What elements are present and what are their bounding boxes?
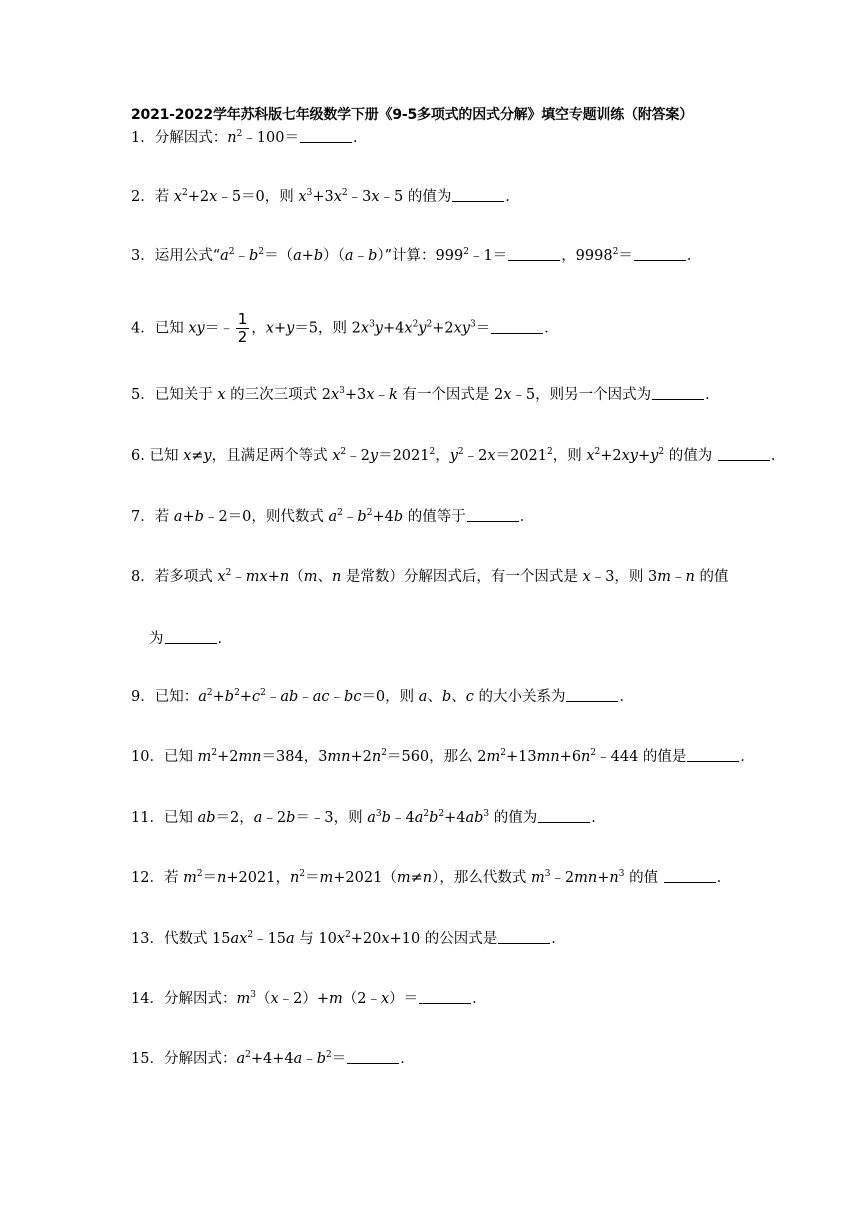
exponent: 2: [438, 809, 445, 819]
exponent: 3: [339, 386, 345, 396]
exponent: 2: [423, 809, 430, 819]
fraction: [236, 312, 250, 345]
question-2: [131, 187, 520, 207]
question-text: 6. 已知: [131, 448, 184, 464]
math-variable: n: [279, 569, 290, 585]
question-text: 的三次三项式 2: [225, 387, 331, 403]
math-variable: n: [217, 870, 227, 886]
exponent: 2: [463, 247, 469, 257]
question-text: ＝: [618, 248, 633, 264]
question-text: ﹣3: [347, 189, 372, 205]
question-text: 的值: [694, 569, 729, 585]
math-variable: mn: [574, 870, 598, 886]
math-variable: b: [393, 509, 404, 525]
math-variable: x: [380, 991, 390, 1007]
question-8-continuation: [149, 627, 232, 648]
question-text: ，则: [552, 448, 587, 464]
question-text: ﹣5＝0，则: [217, 189, 299, 205]
exponent: 2: [260, 688, 266, 698]
answer-blank[interactable]: [718, 447, 770, 461]
fraction-denominator: 2: [237, 328, 248, 346]
question-8: [131, 567, 728, 587]
math-variable: b: [357, 509, 367, 525]
question-text: ＝560，那么 2: [386, 749, 487, 765]
question-text: ，且满足两个等式: [211, 448, 333, 464]
question-text: ．: [505, 189, 520, 205]
math-variable: a: [418, 689, 428, 705]
answer-blank[interactable]: [652, 386, 704, 400]
math-variable: xy: [453, 320, 470, 337]
question-text: 7．若: [131, 509, 174, 525]
math-variable: a: [236, 1051, 246, 1067]
question-text: +: [239, 689, 252, 705]
exponent: 3: [469, 319, 476, 330]
fraction-numerator: 1: [237, 310, 248, 328]
answer-blank[interactable]: [467, 508, 519, 522]
exponent: 2: [658, 447, 665, 457]
math-variable: n: [371, 749, 382, 765]
math-variable: y: [449, 448, 458, 464]
math-variable: m: [486, 749, 501, 765]
question-text: ．: [591, 810, 606, 826]
question-3: [131, 246, 701, 266]
math-variable: m: [183, 870, 197, 886]
math-variable: x: [487, 448, 496, 464]
question-text: ）”计算：999: [377, 248, 464, 264]
exponent: 2: [258, 247, 265, 257]
exponent: 2: [326, 1050, 332, 1060]
answer-blank[interactable]: [452, 188, 504, 202]
math-variable: y: [286, 320, 295, 337]
question-text: +: [267, 569, 280, 585]
exponent: 2: [206, 688, 213, 698]
question-text: +4+4: [250, 1051, 294, 1067]
math-variable: x: [330, 387, 340, 403]
question-text: ．: [400, 1051, 415, 1067]
question-text: ﹣: [265, 689, 281, 705]
math-variable: a: [253, 810, 263, 826]
math-variable: b: [313, 248, 324, 264]
math-variable: mn: [327, 749, 351, 765]
question-text: 2．若: [131, 189, 174, 205]
exponent: 2: [340, 447, 347, 457]
question-text: 12．若: [131, 870, 184, 886]
math-variable: m: [303, 569, 318, 585]
math-variable: b: [368, 248, 378, 264]
question-text: ﹣444 的值是: [596, 749, 687, 765]
math-variable: x: [381, 931, 390, 947]
question-text: 3．运用公式“: [131, 248, 221, 264]
math-variable: x: [371, 189, 380, 205]
question-text: ﹣: [374, 387, 389, 403]
question-text: ﹣4: [390, 810, 415, 826]
math-variable: ax: [230, 931, 248, 947]
question-text: ＝: [475, 320, 491, 337]
worksheet-title: 2021-2022学年苏科版七年级数学下册《9-5多项式的因式分解》填空专题训练（附答案）: [131, 107, 694, 123]
question-text: （: [255, 991, 271, 1007]
math-variable: x: [333, 189, 342, 205]
question-text: ﹣: [302, 1051, 317, 1067]
question-text: ）（: [323, 248, 345, 264]
question-text: +2021，: [226, 870, 290, 886]
answer-blank[interactable]: [165, 630, 217, 644]
exponent: 3: [483, 809, 490, 819]
question-text: ﹣2: [346, 448, 370, 464]
math-variable: x: [209, 189, 218, 205]
question-text: ．: [472, 991, 487, 1007]
question-text: ﹣: [231, 569, 246, 585]
question-text: ，9998: [561, 248, 613, 264]
question-text: 与 10: [294, 931, 337, 947]
question-13: [131, 929, 566, 949]
math-variable: x: [270, 991, 279, 1007]
question-text: +: [597, 870, 610, 886]
question-text: ＝0，则: [361, 689, 419, 705]
answer-blank[interactable]: [347, 1050, 399, 1064]
math-variable: a: [344, 248, 354, 264]
question-15: [131, 1049, 415, 1069]
exponent: 2: [225, 568, 232, 578]
question-text: ﹣100＝: [242, 130, 299, 146]
question-text: 5．已知关于: [131, 387, 218, 403]
answer-blank[interactable]: [300, 129, 352, 143]
question-6: [131, 446, 785, 466]
question-text: ．: [705, 387, 720, 403]
math-variable: x: [183, 448, 192, 464]
math-variable: b: [429, 810, 439, 826]
exponent: 2: [211, 748, 218, 758]
question-text: +13: [505, 749, 537, 765]
question-text: 、: [317, 569, 332, 585]
exponent: 2: [345, 930, 351, 940]
question-text: ﹣2: [550, 870, 575, 886]
math-variable: a: [414, 810, 424, 826]
question-text: 为: [149, 631, 164, 647]
math-variable: m: [396, 870, 411, 886]
question-text: +3: [312, 189, 334, 205]
exponent: 2: [341, 188, 348, 198]
question-text: ﹣2）+: [278, 991, 329, 1007]
question-text: +: [212, 689, 225, 705]
exponent: 3: [544, 869, 551, 879]
question-4: [131, 312, 559, 345]
math-variable: y: [418, 320, 427, 337]
math-variable: mn: [536, 749, 560, 765]
exponent: 2: [337, 508, 343, 518]
question-text: ．: [551, 931, 566, 947]
question-text: ＝（: [264, 248, 294, 264]
question-11: [131, 808, 606, 828]
math-variable: a: [220, 248, 229, 264]
math-variable: m: [657, 569, 672, 585]
question-text: ．: [217, 631, 232, 647]
exponent: 3: [250, 990, 256, 1000]
question-text: （2﹣: [342, 991, 381, 1007]
question-text: ＝﹣3，则: [295, 810, 368, 826]
question-text: ＝: [331, 1051, 347, 1067]
question-14: [131, 989, 487, 1009]
answer-blank[interactable]: [664, 869, 716, 883]
exponent: 2: [381, 748, 387, 758]
question-text: ＝5，则 2: [294, 320, 361, 337]
exponent: 2: [236, 129, 243, 139]
exponent: 3: [369, 319, 375, 330]
answer-blank[interactable]: [687, 748, 739, 762]
exponent: 3: [618, 869, 625, 879]
math-variable: a: [367, 810, 376, 826]
question-text: +2: [187, 189, 210, 205]
math-variable: c: [251, 689, 261, 705]
exponent: 2: [299, 869, 306, 879]
question-text: 有一个因式是 2: [397, 387, 504, 403]
math-variable: a: [173, 509, 183, 525]
math-variable: y: [369, 448, 379, 464]
question-text: ）＝: [389, 991, 419, 1007]
question-text: ﹣2＝0，则代数式: [203, 509, 329, 525]
math-variable: bc: [344, 689, 362, 705]
question-text: ﹣1＝: [468, 248, 508, 264]
question-7: [131, 507, 534, 527]
question-text: ﹣5，则另一个因式为: [511, 387, 652, 403]
question-text: ．: [686, 248, 702, 264]
exponent: 2: [412, 319, 419, 330]
math-variable: ab: [465, 810, 484, 826]
question-text: ﹣2: [262, 810, 287, 826]
question-text: ﹣: [329, 689, 345, 705]
math-variable: x: [360, 320, 370, 337]
question-text: +: [182, 509, 195, 525]
math-variable: n: [331, 569, 342, 585]
question-text: 8．若多项式: [131, 569, 218, 585]
question-text: ＝2021: [378, 448, 430, 464]
math-variable: k: [388, 387, 398, 403]
question-text: ＝384，3: [261, 749, 328, 765]
question-text: +2: [600, 448, 622, 464]
question-text: ﹣5 的值为: [379, 189, 452, 205]
question-text: 的大小关系为: [473, 689, 566, 705]
math-variable: m: [329, 991, 343, 1007]
math-variable: a: [328, 509, 338, 525]
math-variable: x: [336, 931, 346, 947]
question-text: +: [638, 448, 651, 464]
question-text: 14．分解因式：: [131, 991, 237, 1007]
math-variable: xy: [188, 320, 205, 337]
math-variable: a: [293, 1051, 303, 1067]
math-variable: a: [198, 689, 207, 705]
math-variable: xy: [621, 448, 638, 464]
question-text: 、: [451, 689, 466, 705]
math-variable: x: [366, 387, 375, 403]
math-variable: x: [503, 387, 512, 403]
question-text: +10 的公因式是: [389, 931, 498, 947]
question-text: 的值为: [489, 810, 538, 826]
math-variable: mx: [245, 569, 268, 585]
question-text: ﹣3，则 3: [590, 569, 658, 585]
exponent: 2: [500, 748, 506, 758]
question-text: ．: [716, 870, 732, 886]
question-text: 的值等于: [403, 509, 466, 525]
question-text: +2: [350, 749, 372, 765]
math-variable: ac: [312, 689, 330, 705]
answer-blank[interactable]: [634, 247, 686, 261]
question-text: +4: [372, 509, 394, 525]
question-text: ﹣: [234, 248, 250, 264]
question-text: +4: [444, 810, 466, 826]
math-variable: m: [530, 870, 545, 886]
question-text: ＝: [305, 870, 320, 886]
math-variable: x: [332, 448, 341, 464]
question-text: 9．已知：: [131, 689, 199, 705]
math-variable: x: [582, 569, 591, 585]
question-text: +: [301, 248, 314, 264]
question-text: +20: [350, 931, 382, 947]
question-10: [131, 747, 755, 767]
math-variable: x: [404, 320, 413, 337]
math-variable: x: [298, 189, 307, 205]
math-variable: n: [581, 749, 591, 765]
question-text: ），那么代数式: [432, 870, 531, 886]
question-5: [131, 385, 720, 405]
answer-blank[interactable]: [508, 247, 560, 261]
question-text: 的值为: [664, 448, 717, 464]
math-variable: x: [173, 189, 183, 205]
math-variable: x: [586, 448, 595, 464]
exponent: 2: [247, 930, 254, 940]
math-variable: b: [381, 810, 391, 826]
question-text: ﹣: [353, 248, 369, 264]
question-text: ，: [251, 320, 266, 337]
answer-blank[interactable]: [566, 688, 618, 702]
question-text: 15．分解因式：: [131, 1051, 237, 1067]
question-text: +6: [559, 749, 582, 765]
question-text: ≠: [191, 448, 204, 464]
question-text: +2: [217, 749, 239, 765]
question-text: +2021（: [333, 870, 397, 886]
question-12: [131, 868, 731, 888]
exponent: 2: [546, 447, 553, 457]
math-variable: a: [286, 931, 295, 947]
question-text: ．: [519, 509, 535, 525]
question-text: ＝: [202, 870, 218, 886]
exponent: 3: [306, 188, 313, 198]
exponent: 2: [228, 247, 235, 257]
question-text: ．: [619, 689, 634, 705]
question-text: ．: [770, 448, 786, 464]
math-variable: y: [374, 320, 383, 337]
answer-blank[interactable]: [538, 809, 590, 823]
math-variable: x: [217, 569, 226, 585]
question-text: 4．已知: [131, 320, 189, 337]
exponent: 2: [590, 748, 597, 758]
math-variable: b: [194, 509, 204, 525]
exponent: 2: [429, 447, 436, 457]
math-variable: b: [286, 810, 296, 826]
question-text: 是常数）分解因式后，有一个因式是: [341, 569, 583, 585]
question-text: 的值: [624, 870, 663, 886]
math-variable: n: [289, 870, 300, 886]
question-text: （: [289, 569, 304, 585]
exponent: 3: [375, 809, 382, 819]
math-variable: a: [293, 248, 302, 264]
question-text: 、: [427, 689, 442, 705]
math-variable: m: [197, 749, 212, 765]
question-9: [131, 687, 634, 707]
question-text: ﹣: [671, 569, 686, 585]
math-variable: ab: [280, 689, 299, 705]
exponent: 2: [426, 319, 433, 330]
math-variable: y: [203, 448, 212, 464]
question-text: ．: [353, 130, 368, 146]
question-text: 1．分解因式：: [131, 130, 228, 146]
answer-blank[interactable]: [419, 990, 471, 1004]
answer-blank[interactable]: [498, 930, 550, 944]
question-text: ≠: [410, 870, 423, 886]
question-text: 10．已知: [131, 749, 198, 765]
exponent: 2: [612, 247, 619, 257]
answer-blank[interactable]: [491, 320, 543, 334]
question-text: +2: [432, 320, 454, 337]
question-text: ﹣15: [253, 931, 287, 947]
question-text: ．: [544, 320, 559, 337]
math-variable: ab: [197, 810, 216, 826]
math-variable: b: [249, 248, 259, 264]
math-variable: m: [236, 991, 251, 1007]
math-variable: x: [217, 387, 226, 403]
question-text: +3: [344, 387, 367, 403]
question-text: 11．已知: [131, 810, 198, 826]
math-variable: mn: [238, 749, 262, 765]
math-variable: b: [224, 689, 235, 705]
question-text: ﹣: [298, 689, 313, 705]
math-variable: n: [227, 130, 237, 146]
exponent: 2: [182, 188, 188, 198]
question-text: ．: [740, 749, 755, 765]
question-text: ，: [435, 448, 450, 464]
exponent: 2: [457, 447, 464, 457]
math-variable: y: [650, 448, 659, 464]
question-text: ＝2021: [495, 448, 547, 464]
math-variable: c: [465, 689, 474, 705]
math-variable: b: [316, 1051, 327, 1067]
question-text: ﹣2: [463, 448, 488, 464]
math-variable: n: [422, 870, 433, 886]
exponent: 2: [245, 1050, 251, 1060]
question-1: [131, 128, 368, 148]
exponent: 2: [196, 869, 203, 879]
question-text: ﹣: [342, 509, 358, 525]
question-text: +4: [383, 320, 405, 337]
math-variable: m: [319, 870, 334, 886]
math-variable: n: [609, 870, 619, 886]
question-text: ＝2，: [215, 810, 254, 826]
exponent: 2: [366, 508, 373, 518]
exponent: 2: [594, 447, 601, 457]
math-variable: n: [685, 569, 695, 585]
exponent: 2: [234, 688, 240, 698]
question-text: ＝﹣: [204, 320, 234, 337]
question-text: +: [273, 320, 287, 337]
question-text: 13．代数式 15: [131, 931, 231, 947]
math-variable: x: [265, 320, 274, 337]
math-variable: b: [441, 689, 452, 705]
